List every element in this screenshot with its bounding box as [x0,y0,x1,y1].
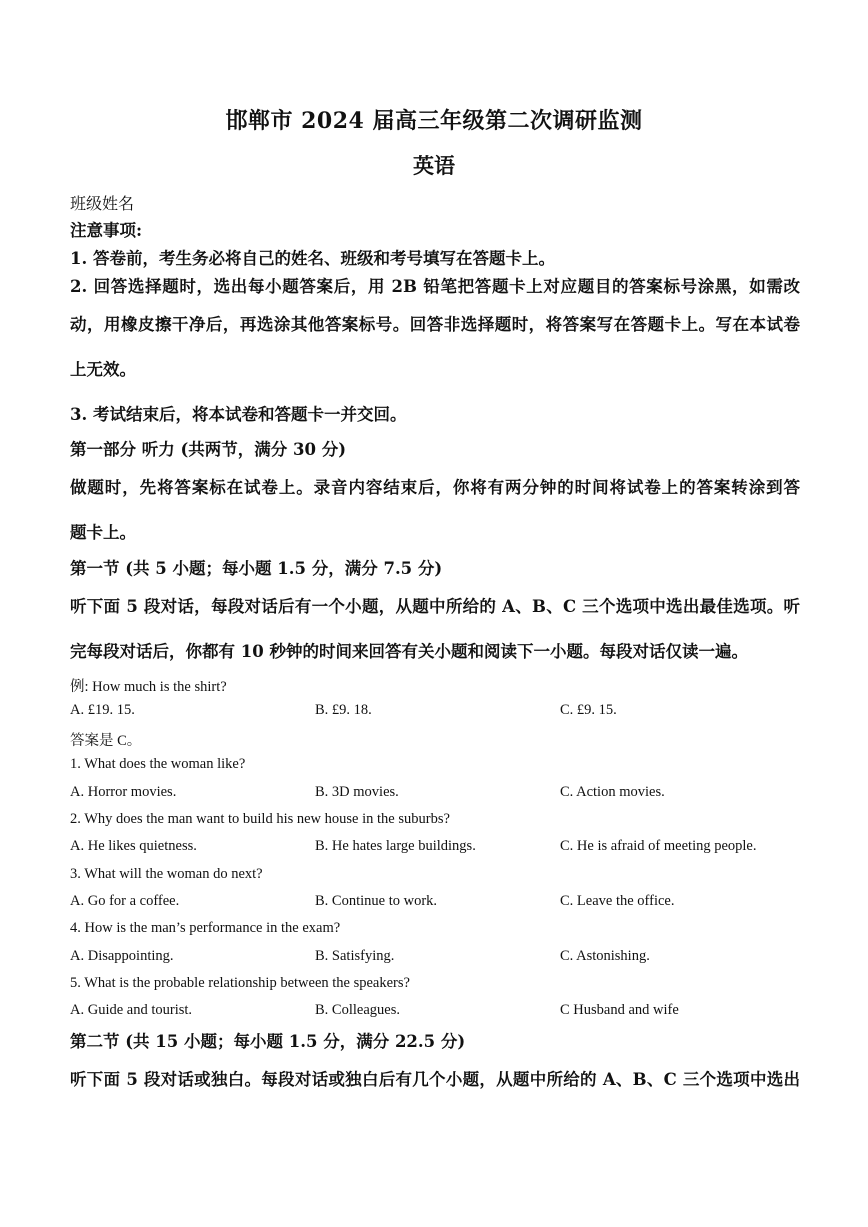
notice-item-2-line-1: 2. 回答选择题时，选出每小题答案后，用 2B 铅笔把答题卡上对应题目的答案标号涂黑，如需改 [70,277,800,296]
question-5-option-c: C Husband and wife [560,1002,679,1018]
example-question: 例: How much is the shirt? [70,679,227,695]
subject-title: 英语 [413,153,455,178]
question-3-option-c: C. Leave the office. [560,893,675,909]
question-4-option-a: A. Disappointing. [70,948,174,964]
question-1: 1. What does the woman like? [70,756,246,772]
example-answer: 答案是 C。 [70,733,142,749]
question-1-option-a: A. Horror movies. [70,784,177,800]
question-2-option-b: B. He hates large buildings. [315,838,476,854]
section2-intro-line-1: 听下面 5 段对话或独白。每段对话或独白后有几个小题，从题中所给的 A、B、C 三个选项中选出 [70,1070,800,1089]
part1-intro-line-1: 做题时，先将答案标在试卷上。录音内容结束后，你将有两分钟的时间将试卷上的答案转涂到答 [70,478,800,497]
part1-intro-line-2: 题卡上。 [70,523,136,542]
question-4-option-c: C. Astonishing. [560,948,650,964]
question-2: 2. Why does the man want to build his new house in the suburbs? [70,811,450,827]
question-3-option-b: B. Continue to work. [315,893,438,909]
section1-intro-line-1: 听下面 5 段对话，每段对话后有一个小题，从题中所给的 A、B、C 三个选项中选出最佳选项。听 [70,597,800,616]
question-2-option-c: C. He is afraid of meeting people. [560,838,757,854]
notice-item-2-line-3: 上无效。 [70,360,136,379]
example-option-a: A. £19. 15. [70,702,135,718]
question-4: 4. How is the man’s performance in the exam? [70,920,341,936]
question-3: 3. What will the woman do next? [70,866,263,882]
notice-item-3: 3. 考试结束后，将本试卷和答题卡一并交回。 [70,405,407,424]
exam-title: 邯郸市 2024 届高三年级第二次调研监测 [225,108,643,134]
question-4-option-b: B. Satisfying. [315,948,395,964]
question-2-option-a: A. He likes quietness. [70,838,197,854]
example-option-b: B. £9. 18. [315,702,372,718]
question-5: 5. What is the probable relationship between the speakers? [70,975,410,991]
question-3-option-a: A. Go for a coffee. [70,893,180,909]
question-1-option-b: B. 3D movies. [315,784,399,800]
section1-intro-line-2: 完每段对话后，你都有 10 秒钟的时间来回答有关小题和阅读下一小题。每段对话仅读一遍。 [70,642,748,661]
section1-heading: 第一节 (共 5 小题；每小题 1.5 分，满分 7.5 分) [70,559,443,578]
question-5-option-b: B. Colleagues. [315,1002,400,1018]
question-1-option-c: C. Action movies. [560,784,665,800]
example-option-c: C. £9. 15. [560,702,617,718]
part1-heading: 第一部分 听力 (共两节，满分 30 分) [70,440,347,459]
student-info: 班级姓名 [70,196,135,213]
question-5-option-a: A. Guide and tourist. [70,1002,193,1018]
notice-item-2-line-2: 动，用橡皮擦干净后，再选涂其他答案标号。回答非选择题时，将答案写在答题卡上。写在本试卷 [70,315,800,334]
notice-item-1: 1. 答卷前，考生务必将自己的姓名、班级和考号填写在答题卡上。 [70,249,555,268]
section2-heading: 第二节 (共 15 小题；每小题 1.5 分，满分 22.5 分) [70,1032,466,1051]
notice-heading: 注意事项: [70,221,143,240]
